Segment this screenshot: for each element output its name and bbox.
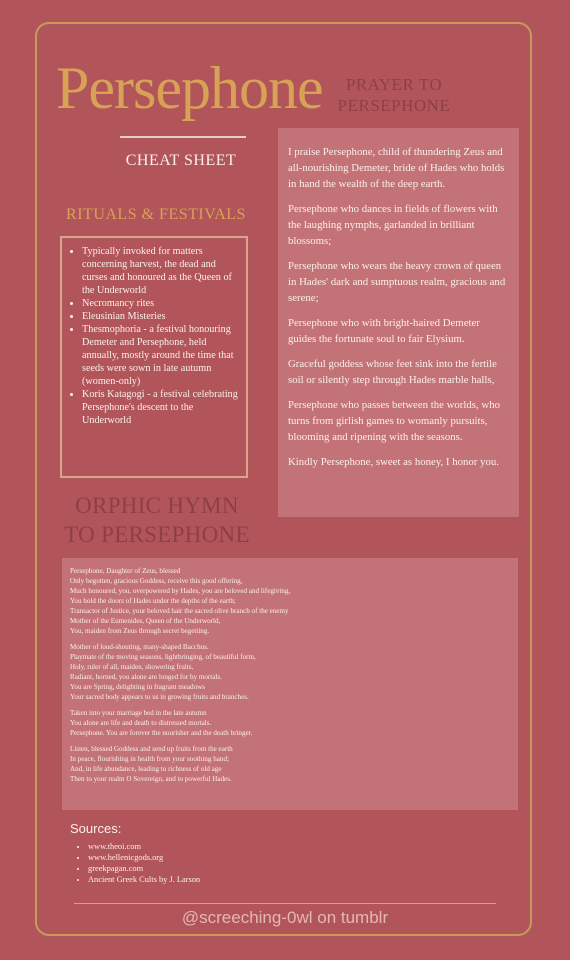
hymn-stanza	[70, 642, 510, 702]
sources-list	[76, 841, 200, 885]
hymn-line: Holy, ruler of all, maiden, showering fruits,	[70, 663, 194, 671]
hymn-line: Persephone, Daughter of Zeus, blessed	[70, 567, 181, 575]
page-title: Persephone	[56, 55, 323, 121]
prayer-paragraph: Persephone who wears the heavy crown of queen in Hades' dark and sumptuous realm, gracious and serene;	[288, 260, 506, 304]
hymn-line: In peace, flourishing in health from your soothing hand;	[70, 755, 229, 763]
hymn-line: Listen, blessed Goddess and send up fruits from the earth	[70, 745, 233, 753]
hymn-line: Mother of loud-shouting, many-shaped Bacchus.	[70, 643, 209, 651]
prayer-heading-line: PRAYER TO	[345, 75, 443, 94]
sources-heading: Sources:	[70, 821, 122, 836]
hymn-stanza	[70, 566, 510, 636]
prayer-paragraph: Graceful goddess whose feet sink into the fertile soil or silently step through Hades marble halls,	[288, 358, 497, 386]
source-item: • greekpagan.com	[88, 863, 200, 874]
prayer-paragraph: Persephone who with bright-haired Demeter guides the fortunate soul to fair Elysium.	[288, 317, 480, 345]
hymn-line: Mother of the Eumenides, Queen of the Underworld,	[70, 617, 221, 625]
prayer-heading-line: PERSEPHONE	[337, 96, 451, 115]
source-item: • www.theoi.com	[88, 841, 200, 852]
hymn-line: You, maiden from Zeus through secret begetting.	[70, 627, 210, 635]
list-item: • Typically invoked for matters concerning harvest, the dead and curses and honoured as the Queen of the Underworld	[82, 245, 240, 297]
hymn-line: Then to your realm O Sovereign, and to powerful Hades.	[70, 775, 232, 783]
list-item: • Eleusinian Misteries	[82, 310, 240, 323]
hymn-line: Your sacred body appears to us in growing fruits and branches.	[70, 693, 249, 701]
list-item: • Necromancy rites	[82, 297, 240, 310]
rituals-list	[68, 245, 240, 427]
hymn-line: Persephone. You are forever the nourisher and the death bringer.	[70, 729, 253, 737]
prayer-paragraph: Persephone who passes between the worlds, who turns from girlish games to womanly pursuits, blooming and ripening with the seasons.	[288, 399, 500, 443]
prayer-heading	[330, 74, 458, 116]
hymn-line: Much honoured, you, overpowered by Hades, you are beloved and lifegiving,	[70, 587, 291, 595]
source-item: • Ancient Greek Cults by J. Larson	[88, 874, 200, 885]
footer-credit: @screeching-0wl on tumblr	[181, 908, 389, 927]
hymn-box	[62, 558, 518, 810]
prayer-paragraph: Persephone who dances in fields of flowers with the laughing nymphs, garlanded in brilliant blossoms;	[288, 203, 498, 247]
list-item: • Thesmophoria - a festival honouring Demeter and Persephone, held annually, mostly around the time that seeds were sown in late autumn (women-only)	[82, 323, 240, 388]
hymn-line: You hold the doors of Hades under the depths of the earth;	[70, 597, 236, 605]
hymn-heading-line: ORPHIC HYMN	[75, 493, 239, 518]
hymn-line: Playmate of the moving seasons, lightbringing, of beautiful form,	[70, 653, 256, 661]
rituals-heading: RITUALS & FESTIVALS	[66, 206, 246, 223]
list-item: • Koris Katagogi - a festival celebrating Persephone's descent to the Underworld	[82, 388, 240, 427]
hymn-line: Taken into your marriage bed in the late autumn	[70, 709, 207, 717]
rituals-box	[60, 236, 248, 478]
hymn-line: And, in life abundance, leading to richness of old age	[70, 765, 222, 773]
prayer-box	[278, 128, 519, 517]
prayer-paragraph: I praise Persephone, child of thundering Zeus and all-nourishing Demeter, bride of Hades who holds in hand the wealth of the deep earth.	[288, 146, 505, 190]
hymn-stanza	[70, 744, 510, 784]
hymn-heading-line: TO PERSEPHONE	[64, 522, 250, 547]
prayer-paragraph: Kindly Persephone, sweet as honey, I honor you.	[288, 456, 499, 468]
hymn-heading	[52, 491, 262, 549]
footer-divider	[74, 903, 496, 904]
title-divider	[120, 136, 246, 138]
hymn-line: Only begotten, gracious Goddess, receive this good offering,	[70, 577, 243, 585]
hymn-line: Radiant, horned, you alone are longed for by mortals.	[70, 673, 222, 681]
hymn-line: You are Spring, delighting in fragrant meadows	[70, 683, 206, 691]
hymn-line: Transactor of Justice, your beloved hair the sacred olive branch of the enemy	[70, 607, 289, 615]
hymn-stanza	[70, 708, 510, 738]
hymn-line: You alone are life and death to distressed mortals.	[70, 719, 212, 727]
source-item: • www.hellenicgods.org	[88, 852, 200, 863]
page-subtitle: CHEAT SHEET	[125, 152, 237, 169]
